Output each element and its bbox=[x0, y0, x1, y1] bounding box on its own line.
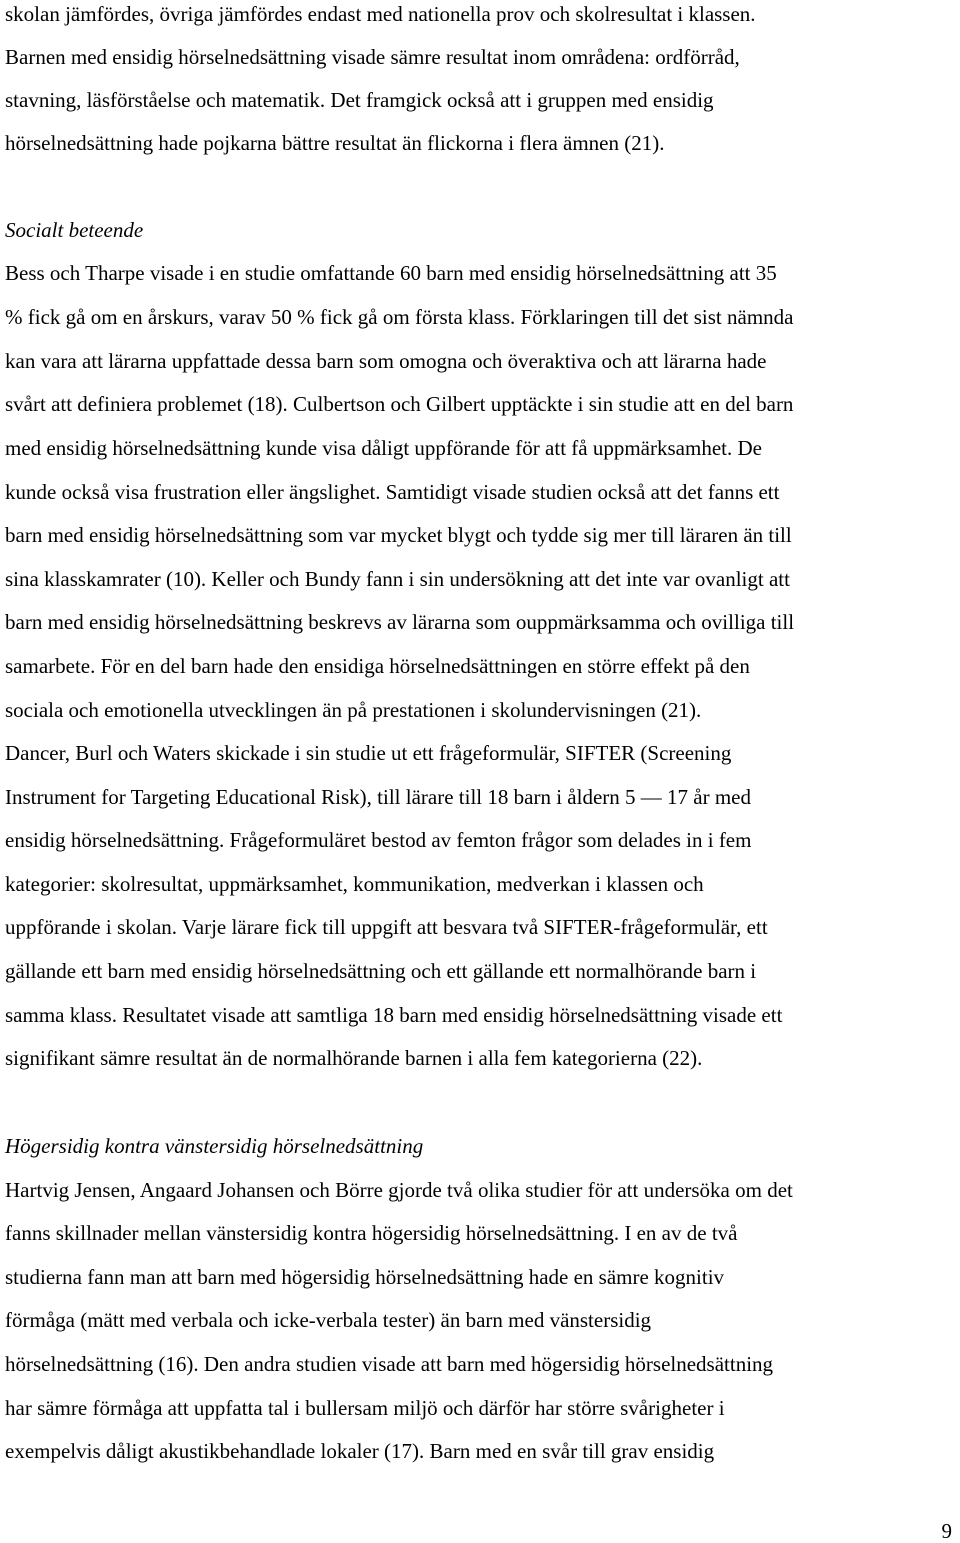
page-number: 9 bbox=[941, 1519, 952, 1543]
text-line: studierna fann man att barn med högersidig hörselnedsättning hade en sämre kognitiv bbox=[5, 1265, 725, 1289]
text-line: Hartvig Jensen, Angaard Johansen och Börre gjorde två olika studier för att undersöka om det bbox=[5, 1178, 793, 1202]
text-line: uppförande i skolan. Varje lärare fick till uppgift att besvara två SIFTER-frågeformulär, ett bbox=[5, 915, 768, 939]
text-line: Instrument for Targeting Educational Risk), till lärare till 18 barn i åldern 5 — 17 år med bbox=[5, 785, 751, 809]
text-line: signifikant sämre resultat än de normalhörande barnen i alla fem kategorierna (22). bbox=[5, 1046, 703, 1070]
text-line: ensidig hörselnedsättning. Frågeformuläret bestod av femton frågor som delades in i fem bbox=[5, 828, 752, 852]
text-line: Dancer, Burl och Waters skickade i sin studie ut ett frågeformulär, SIFTER (Screening bbox=[5, 741, 732, 765]
text-line: fanns skillnader mellan vänstersidig kontra högersidig hörselnedsättning. I en av de två bbox=[5, 1221, 738, 1245]
text-line: kan vara att lärarna uppfattade dessa barn som omogna och överaktiva och att lärarna hade bbox=[5, 349, 767, 373]
text-line: barn med ensidig hörselnedsättning som var mycket blygt och tydde sig mer till läraren än till bbox=[5, 523, 792, 547]
text-line: Barnen med ensidig hörselnedsättning visade sämre resultat inom områdena: ordförråd, bbox=[5, 45, 740, 69]
section-heading: Socialt beteende bbox=[5, 218, 144, 242]
text-line: samma klass. Resultatet visade att samtliga 18 barn med ensidig hörselnedsättning visade ett bbox=[5, 1003, 783, 1027]
text-line: sociala och emotionella utvecklingen än på prestationen i skolundervisningen (21). bbox=[5, 698, 702, 722]
text-line: kunde också visa frustration eller ängslighet. Samtidigt visade studien också att det fanns ett bbox=[5, 480, 780, 504]
text-line: svårt att definiera problemet (18). Culbertson och Gilbert upptäckte i sin studie att en del barn bbox=[5, 392, 794, 416]
text-line: Bess och Tharpe visade i en studie omfattande 60 barn med ensidig hörselnedsättning att 35 bbox=[5, 261, 777, 285]
text-line: barn med ensidig hörselnedsättning beskrevs av lärarna som ouppmärksamma och ovilliga till bbox=[5, 610, 795, 634]
text-line: gällande ett barn med ensidig hörselnedsättning och ett gällande ett normalhörande barn i bbox=[5, 959, 757, 983]
text-line: sina klasskamrater (10). Keller och Bundy fann i sin undersökning att det inte var ovanligt att bbox=[5, 567, 790, 591]
text-line: % fick gå om en årskurs, varav 50 % fick gå om första klass. Förklaringen till det sist nämnda bbox=[5, 305, 794, 329]
text-line: med ensidig hörselnedsättning kunde visa dåligt uppförande för att få uppmärksamhet. De bbox=[5, 436, 762, 460]
section-heading: Högersidig kontra vänstersidig hörselnedsättning bbox=[5, 1134, 424, 1158]
text-line: hörselnedsättning hade pojkarna bättre resultat än flickorna i flera ämnen (21). bbox=[5, 131, 665, 155]
text-line: förmåga (mätt med verbala och icke-verbala tester) än barn med vänstersidig bbox=[5, 1308, 652, 1332]
text-line: kategorier: skolresultat, uppmärksamhet, kommunikation, medverkan i klassen och bbox=[5, 872, 704, 896]
text-line: skolan jämfördes, övriga jämfördes endast med nationella prov och skolresultat i klassen. bbox=[5, 2, 756, 26]
text-line: hörselnedsättning (16). Den andra studien visade att barn med högersidig hörselnedsättning bbox=[5, 1352, 774, 1376]
text-line: stavning, läsförståelse och matematik. Det framgick också att i gruppen med ensidig bbox=[5, 88, 714, 112]
text-line: samarbete. För en del barn hade den ensidiga hörselnedsättningen en större effekt på den bbox=[5, 654, 750, 678]
text-line: har sämre förmåga att uppfatta tal i bullersam miljö och därför har större svårigheter i bbox=[5, 1396, 725, 1420]
text-line: exempelvis dåligt akustikbehandlade lokaler (17). Barn med en svår till grav ensidig bbox=[5, 1439, 715, 1463]
